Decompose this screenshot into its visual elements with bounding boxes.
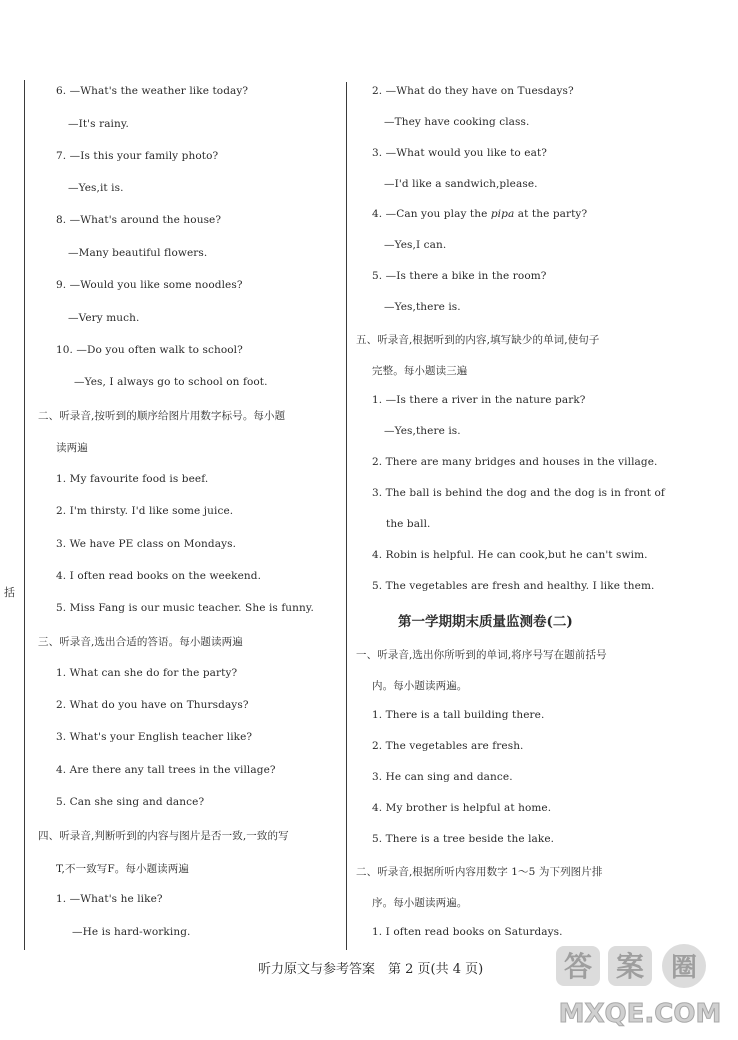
right-line-6: —Yes,I can. [384,239,447,251]
right2-heading-2: 二、听录音,根据所听内容用数字 1～5 为下列图片排 [356,866,603,878]
right-line-15: the ball. [386,518,431,530]
left-line-10: —Yes, I always go to school on foot. [74,376,268,388]
right-heading-5: 五、听录音,根据听到的内容,填写缺少的单词,使句子 [356,334,600,346]
right-line-8: —Yes,there is. [384,301,461,313]
left-heading-4-cont: T,不一致写F。每小题读两遍 [56,863,189,875]
right2-heading-2-cont: 序。每小题读两遍。 [372,897,468,909]
right-line-5-em: pipa [490,208,515,220]
right2-line-10: 1. I often read books on Saturdays. [372,926,563,938]
right-line-12: —Yes,there is. [384,425,461,437]
right-line-11: 1. —Is there a river in the nature park? [372,394,586,406]
left-line-1: 6. —What's the weather like today? [56,85,249,97]
watermark-logo [552,940,728,1036]
left-heading-2: 二、听录音,按听到的顺序给图片用数字标号。每小题 [38,410,286,422]
right2-heading-1-cont: 内。每小题读两遍。 [372,680,468,692]
watermark-logo-graphic [552,940,728,1036]
left-line-22: 4. Are there any tall trees in the village? [56,764,276,776]
left-line-3: 7. —Is this your family photo? [56,150,219,162]
right-line-1: 2. —What do they have on Tuesdays? [372,85,574,97]
right2-heading-1: 一、听录音,选出你所听到的单词,将序号写在题前括号 [356,649,607,661]
left-line-16: 4. I often read books on the weekend. [56,570,262,582]
left-heading-4: 四、听录音,判断听到的内容与图片是否一致,一致的写 [38,830,289,842]
left-line-2: —It's rainy. [68,118,129,130]
left-line-14: 2. I'm thirsty. I'd like some juice. [56,505,234,517]
right2-line-5: 3. He can sing and dance. [372,771,513,783]
svg-text:圈: 圈 [670,953,698,983]
left-margin-rule [24,80,25,950]
left-line-13: 1. My favourite food is beef. [56,473,209,485]
right-line-17: 5. The vegetables are fresh and healthy. I like them. [372,580,655,592]
left-line-20: 2. What do you have on Thursdays? [56,699,249,711]
left-heading-2-cont: 读两遍 [56,442,88,454]
left-line-19: 1. What can she do for the party? [56,667,238,679]
right-line-13: 2. There are many bridges and houses in the village. [372,456,658,468]
left-line-9: 10. —Do you often walk to school? [56,344,243,356]
left-line-15: 3. We have PE class on Mondays. [56,538,237,550]
left-line-6: —Many beautiful flowers. [68,247,208,259]
left-line-5: 8. —What's around the house? [56,214,222,226]
right-line-2: —They have cooking class. [384,116,530,128]
right-line-16: 4. Robin is helpful. He can cook,but he can't swim. [372,549,648,561]
right-line-5-post: at the party? [514,208,588,220]
left-line-23: 5. Can she sing and dance? [56,796,205,808]
column-divider-rule [346,82,347,950]
right-line-5-pre: 4. —Can you play the [372,208,491,220]
left-line-7: 9. —Would you like some noodles? [56,279,243,291]
svg-text:案: 案 [615,950,645,983]
right-line-7: 5. —Is there a bike in the room? [372,270,547,282]
left-line-26: 1. —What's he like? [56,893,163,905]
left-line-21: 3. What's your English teacher like? [56,731,253,743]
right-heading-5-cont: 完整。每小题读三遍 [372,365,468,377]
right2-line-4: 2. The vegetables are fresh. [372,740,524,752]
left-line-27: —He is hard-working. [72,926,191,938]
margin-binding-char: 括 [4,586,15,599]
right2-line-3: 1. There is a tall building there. [372,709,545,721]
left-line-4: —Yes,it is. [68,182,124,194]
svg-text:答: 答 [563,950,593,983]
right2-line-6: 4. My brother is helpful at home. [372,802,552,814]
svg-text:MXQE.COM: MXQE.COM [558,999,722,1029]
right-line-4: —I'd like a sandwich,please. [384,178,538,190]
right-line-5 [372,208,587,220]
section-title: 第一学期期末质量监测卷(二) [398,614,573,630]
right-line-3: 3. —What would you like to eat? [372,147,548,159]
left-line-17: 5. Miss Fang is our music teacher. She is funny. [56,602,314,614]
left-heading-3: 三、听录音,选出合适的答语。每小题读两遍 [38,636,243,648]
left-line-8: —Very much. [68,312,140,324]
right2-line-7: 5. There is a tree beside the lake. [372,833,555,845]
right-line-14: 3. The ball is behind the dog and the dog is in front of [372,487,665,499]
page-footer: 听力原文与参考答案 第 2 页(共 4 页) [258,962,484,977]
